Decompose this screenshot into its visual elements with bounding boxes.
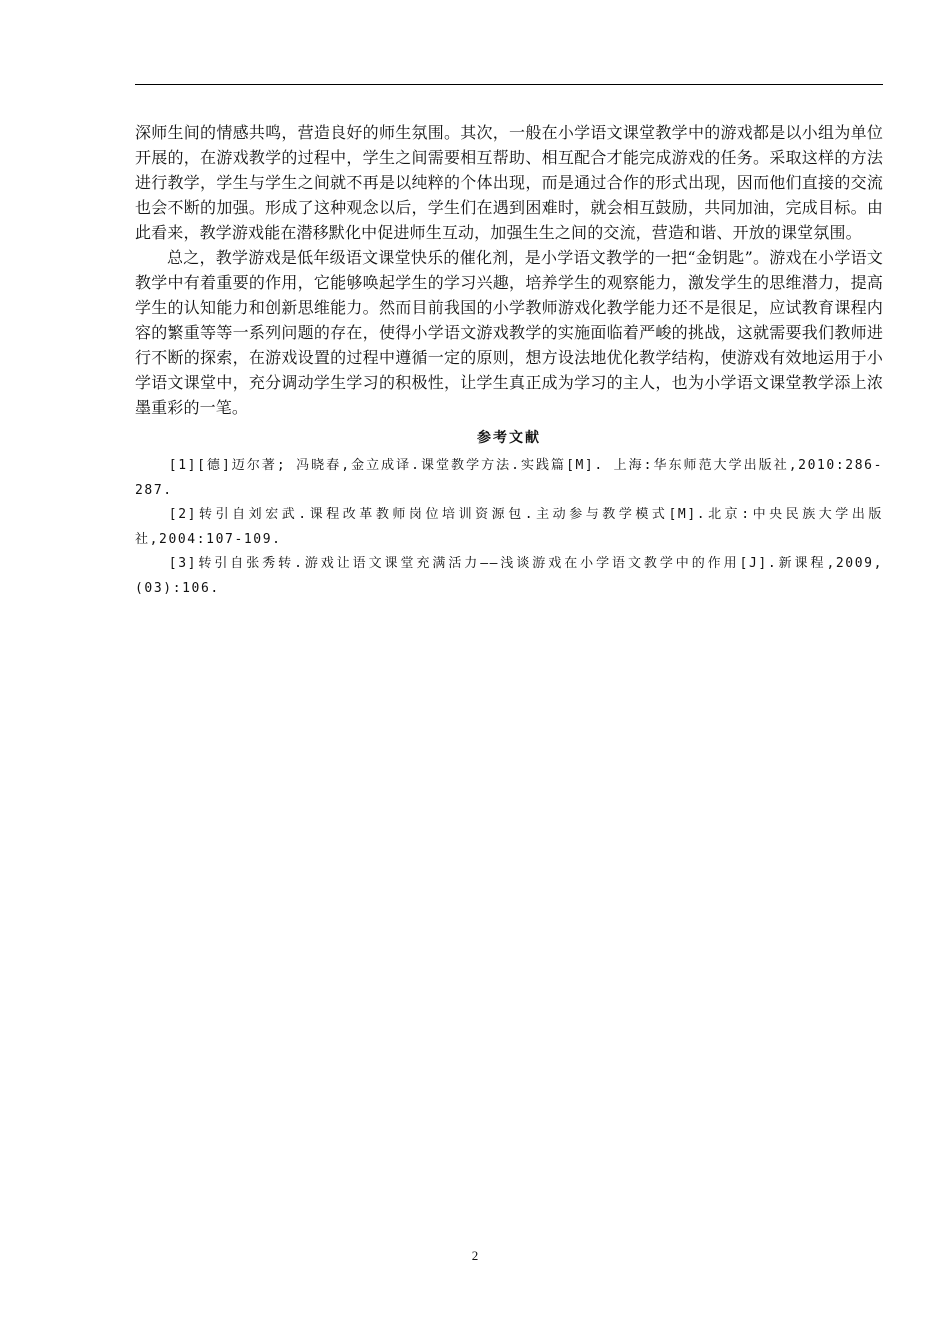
reference-item: [2]转引自刘宏武.课程改革教师岗位培训资源包.主动参与教学模式[M].北京:中央民族大学出版社,2004:107-109. [135, 507, 883, 547]
body-paragraph-continued: 深师生间的情感共鸣，营造良好的师生氛围。其次，一般在小学语文课堂教学中的游戏都是以小组为单位开展的，在游戏教学的过程中，学生之间需要相互帮助、相互配合才能完成游戏的任务。采取这样的方法进行教学，学生与学生之间就不再是以纯粹的个体出现，而是通过合作的形式出现，因而他们直接的交流也会不断的加强。形成了这种观念以后，学生们在遇到困难时，就会相互鼓励，共同加油，完成目标。由此看来，教学游戏能在潜移默化中促进师生互动，加强生生之间的交流，营造和谐、开放的课堂氛围。 [135, 123, 883, 242]
references-list [135, 454, 883, 601]
reference-item: [3]转引自张秀转.游戏让语文课堂充满活力——浅谈游戏在小学语文教学中的作用[J].新课程,2009,(03):106. [135, 556, 883, 596]
references-heading: 参考文献 [477, 430, 541, 446]
header-rule [135, 84, 883, 85]
page-number: 2 [471, 1248, 479, 1263]
document-body [135, 120, 883, 601]
reference-item: [1][德]迈尔著; 冯晓春,金立成译.课堂教学方法.实践篇[M]. 上海:华东师范大学出版社,2010:286-287. [135, 458, 883, 498]
body-paragraph-conclusion: 总之，教学游戏是低年级语文课堂快乐的催化剂，是小学语文教学的一把“金钥匙”。游戏在小学语文教学中有着重要的作用，它能够唤起学生的学习兴趣，培养学生的观察能力，激发学生的思维潜力，提高学生的认知能力和创新思维能力。然而目前我国的小学教师游戏化教学能力还不是很足，应试教育课程内容的繁重等等一系列问题的存在，使得小学语文游戏教学的实施面临着严峻的挑战，这就需要我们教师进行不断的探索，在游戏设置的过程中遵循一定的原则，想方设法地优化教学结构，使游戏有效地运用于小学语文课堂中，充分调动学生学习的积极性，让学生真正成为学习的主人，也为小学语文课堂教学添上浓墨重彩的一笔。 [135, 248, 883, 417]
